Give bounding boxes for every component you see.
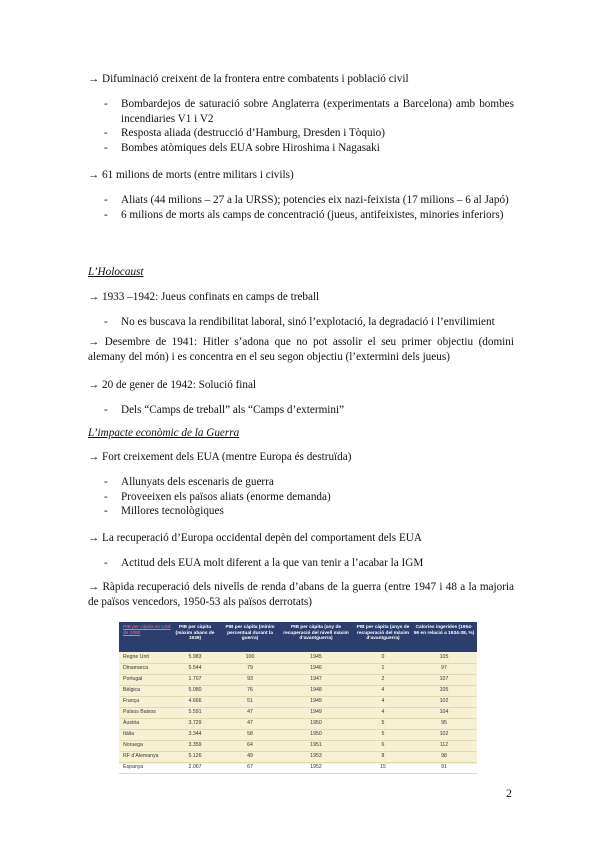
table-cell: Àustria xyxy=(123,720,140,726)
table-cell: 3.359 xyxy=(188,742,202,748)
table-cell: 49 xyxy=(247,753,253,759)
table-cell: 5.126 xyxy=(188,753,202,759)
table-cell: França xyxy=(123,698,140,704)
table-cell: 95 xyxy=(441,720,447,726)
table-cell: 5.983 xyxy=(188,654,202,660)
list-europe-recovery xyxy=(104,556,514,571)
paragraph-december-1941: → Desembre de 1941: Hitler s’adona que no pot assolir el seu primer objectiu (domini alemany del món) i es concentra en el seu segon objectiu (l’extermini dels jueus) xyxy=(88,336,514,363)
table-cell: 2 xyxy=(381,676,385,682)
paragraph-final-solution: → 20 de gener de 1942: Solució final xyxy=(88,379,257,391)
column-header: PIB per càpita (anys de recuperació del màxim d’avantguerra) xyxy=(356,625,410,642)
table-cell: Dinamarca xyxy=(123,665,149,671)
table-cell: 79 xyxy=(247,665,253,671)
table-cell: 6 xyxy=(381,742,385,748)
paragraph-civilians: → Difuminació creixent de la frontera entre combatents i població civil xyxy=(88,73,409,85)
table-cell: 100 xyxy=(245,654,255,660)
table-cell: 1949 xyxy=(310,709,322,715)
paragraph-deaths: → 61 milions de morts (entre militars i civils) xyxy=(88,169,294,181)
list-deaths xyxy=(104,193,514,222)
gdp-recovery-table xyxy=(119,622,477,770)
table-cell: Portugal xyxy=(123,676,143,682)
table-cell: 97 xyxy=(441,665,447,671)
table-cell: 91 xyxy=(441,764,447,770)
table-cell: 1 xyxy=(381,665,385,671)
table-cell: 107 xyxy=(439,676,449,682)
list-civilians xyxy=(104,97,514,155)
table-cell: 1945 xyxy=(310,654,322,660)
table-cell: 1946 xyxy=(310,665,322,671)
table-cell: 4 xyxy=(381,698,385,704)
list-item: - Actitud dels EUA molt diferent a la que van tenir a l’acabar la IGM xyxy=(104,556,514,571)
table-cell: 4.666 xyxy=(188,698,202,704)
table-cell: Països Baixos xyxy=(123,709,156,715)
list-item: - Bombardejos de saturació sobre Anglaterra (experimentats a Barcelona) amb bombes incendiaries V1 i V2 xyxy=(104,97,514,126)
table-cell: 0 xyxy=(381,654,385,660)
list-item: - Millores tecnològiques xyxy=(104,504,514,519)
table-cell: 1948 xyxy=(310,687,322,693)
table-cell: 1952 xyxy=(310,764,322,770)
column-header: PIB per càpita en US$ de 1990 xyxy=(123,625,171,636)
table-cell: 64 xyxy=(247,742,253,748)
table-cell: 76 xyxy=(247,687,253,693)
table-cell: 1950 xyxy=(310,720,322,726)
list-item: - 6 milions de morts als camps de concentració (jueus, antifeixistes, minories inferiors) xyxy=(104,208,514,223)
table-cell: 102 xyxy=(439,731,449,737)
table-cell: 15 xyxy=(380,764,386,770)
table-cell: 8 xyxy=(381,753,385,759)
paragraph-camps: → 1933 –1942: Jueus confinats en camps de treball xyxy=(88,291,320,303)
column-header: Calories ingerides (1954-56 en relació a 1934-38, %) xyxy=(413,625,475,636)
table-cell: 102 xyxy=(439,698,449,704)
table-cell: 4 xyxy=(381,687,385,693)
table-cell: 1953 xyxy=(310,753,322,759)
paragraph-europe-recovery: → La recuperació d’Europa occidental depèn del comportament dels EUA xyxy=(88,532,422,544)
table-cell: 98 xyxy=(441,753,447,759)
table-cell: 1950 xyxy=(310,731,322,737)
list-item: - No es buscava la rendibilitat laboral, sinó l’explotació, la degradació i l’envilimient xyxy=(104,315,514,330)
table-cell: 1949 xyxy=(310,698,322,704)
table-cell: 105 xyxy=(439,687,449,693)
table-cell: Bèlgica xyxy=(123,687,141,693)
table-cell: 105 xyxy=(439,654,449,660)
table-cell: 2.067 xyxy=(188,764,202,770)
table-cell: 112 xyxy=(439,742,449,748)
list-item: - Proveeixen els països aliats (enorme demanda) xyxy=(104,490,514,505)
table-header xyxy=(119,622,477,652)
list-item: - Aliats (44 milions – 27 a la URSS); potencies eix nazi-feixista (17 milions – 6 al Japó) xyxy=(104,193,514,208)
table-cell: 5 xyxy=(381,731,385,737)
paragraph-income-recovery: → Ràpida recuperació dels nivells de renda d’abans de la guerra (entre 1947 i 48 a la majoria de països vencedors, 1950-53 als països derrotats) xyxy=(88,581,514,608)
table-cell: 51 xyxy=(247,698,253,704)
table-cell: RF d’Alemanya xyxy=(123,753,159,759)
heading-holocaust: L’Holocaust xyxy=(88,266,144,278)
table-cell: 5 xyxy=(381,720,385,726)
list-camps xyxy=(104,315,514,330)
table-cell: 5.544 xyxy=(188,665,202,671)
column-header: PIB per càpita (any de recuperació del nivell màxim d’avantguerra) xyxy=(283,625,349,642)
table-cell: 47 xyxy=(247,709,253,715)
table-cell: 5.591 xyxy=(188,709,202,715)
page-number: 2 xyxy=(506,786,512,800)
table-cell: 5.080 xyxy=(188,687,202,693)
list-final-solution xyxy=(104,403,514,418)
table-cell: Regne Unit xyxy=(123,654,149,660)
table-cell: 1947 xyxy=(310,676,322,682)
table-cell: 4 xyxy=(381,709,385,715)
list-item: - Allunyats dels escenaris de guerra xyxy=(104,475,514,490)
column-header: PIB per càpita (mínim percentual durant la guerra) xyxy=(225,625,275,642)
table-cell: 67 xyxy=(247,764,253,770)
table-cell: 3.729 xyxy=(188,720,202,726)
table-row xyxy=(119,762,477,774)
list-item: - Resposta aliada (destrucció d’Hamburg, Dresden i Tòquio) xyxy=(104,126,514,141)
table-cell: 1.707 xyxy=(188,676,202,682)
table-cell: 93 xyxy=(247,676,253,682)
column-header: PIB per càpita (màxim abans de 1939) xyxy=(175,625,215,642)
table-cell: 3.344 xyxy=(188,731,202,737)
list-item: - Dels “Camps de treball” als “Camps d’extermini” xyxy=(104,403,514,418)
table-cell: Espanya xyxy=(123,764,144,770)
list-item: - Bombes atòmiques dels EUA sobre Hiroshima i Nagasaki xyxy=(104,141,514,156)
list-usa-growth xyxy=(104,475,514,519)
table-cell: 47 xyxy=(247,720,253,726)
table-cell: Noruega xyxy=(123,742,143,748)
table-cell: 1951 xyxy=(310,742,322,748)
table-cell: 104 xyxy=(439,709,449,715)
table-cell: 58 xyxy=(247,731,253,737)
table-cell: Itàlia xyxy=(123,731,134,737)
heading-economic-impact: L’impacte econòmic de la Guerra xyxy=(88,427,240,439)
paragraph-usa-growth: → Fort creixement dels EUA (mentre Europa és destruïda) xyxy=(88,451,352,463)
